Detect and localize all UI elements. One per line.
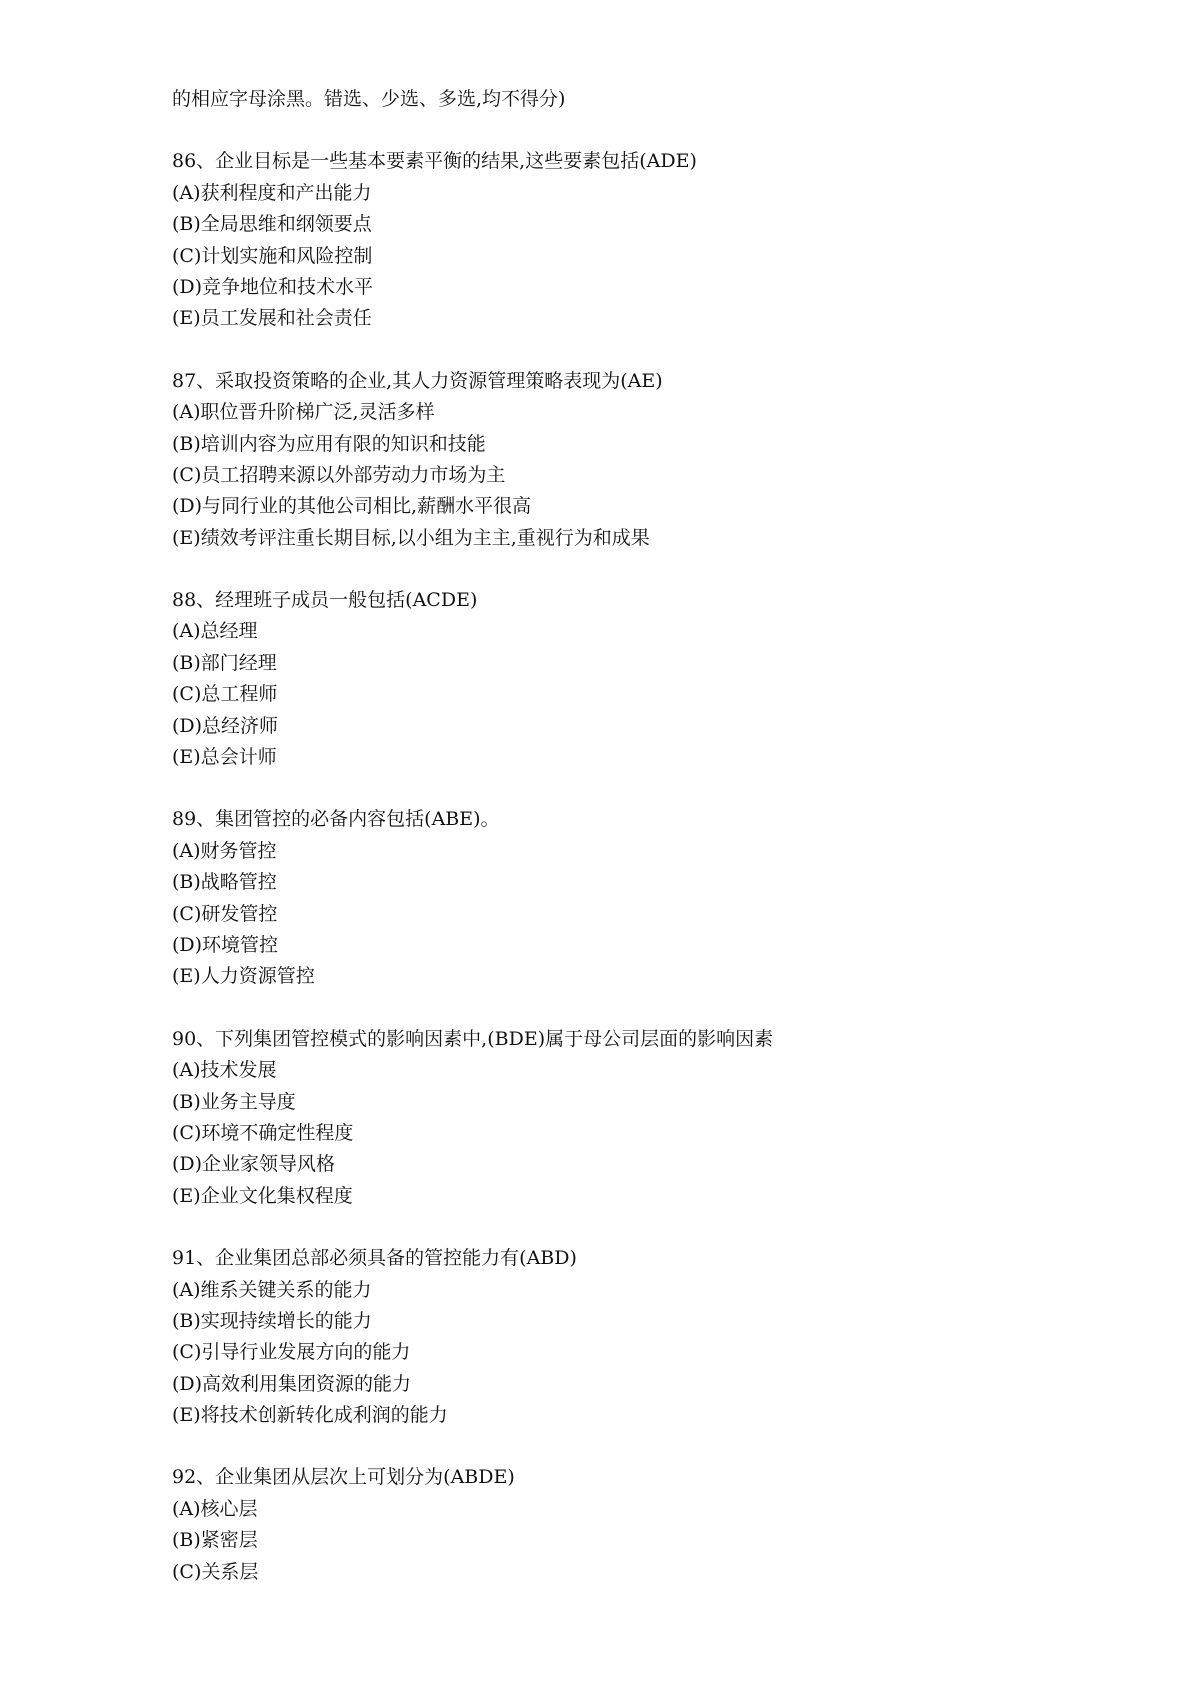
option-e: (E)绩效考评注重长期目标,以小组为主主,重视行为和成果 (172, 526, 650, 549)
option-d: (D)竞争地位和技术水平 (172, 275, 374, 298)
question-89 (172, 804, 1132, 992)
option-c: (C)关系层 (172, 1560, 259, 1583)
option-c: (C)计划实施和风险控制 (172, 244, 373, 267)
question-88 (172, 585, 1132, 773)
question-stem: 91、企业集团总部必须具备的管控能力有(ABD) (172, 1247, 577, 1270)
option-d: (D)总经济师 (172, 714, 279, 737)
question-stem: 86、企业目标是一些基本要素平衡的结果,这些要素包括(ADE) (172, 150, 697, 173)
question-90 (172, 1024, 1132, 1212)
option-b: (B)实现持续增长的能力 (172, 1309, 372, 1332)
question-91 (172, 1243, 1132, 1431)
option-a: (A)总经理 (172, 620, 258, 643)
option-b: (B)战略管控 (172, 871, 277, 894)
option-c: (C)引导行业发展方向的能力 (172, 1341, 411, 1364)
question-stem: 90、下列集团管控模式的影响因素中,(BDE)属于母公司层面的影响因素 (172, 1027, 774, 1050)
question-stem: 89、集团管控的必备内容包括(ABE)。 (172, 808, 500, 831)
option-e: (E)人力资源管控 (172, 965, 315, 988)
option-b: (B)部门经理 (172, 651, 277, 674)
question-87 (172, 366, 1132, 554)
option-c: (C)总工程师 (172, 683, 278, 706)
option-a: (A)维系关键关系的能力 (172, 1278, 372, 1301)
option-a: (A)职位晋升阶梯广泛,灵活多样 (172, 401, 435, 424)
option-e: (E)将技术创新转化成利润的能力 (172, 1404, 448, 1427)
option-d: (D)环境管控 (172, 933, 279, 956)
intro-text: 的相应字母涂黑。错选、少选、多选,均不得分) (172, 88, 566, 110)
question-stem: 92、企业集团从层次上可划分为(ABDE) (172, 1466, 515, 1489)
option-c: (C)员工招聘来源以外部劳动力市场为主 (172, 463, 506, 486)
question-86 (172, 146, 1132, 334)
option-b: (B)业务主导度 (172, 1090, 296, 1113)
option-b: (B)紧密层 (172, 1529, 258, 1552)
option-b: (B)培训内容为应用有限的知识和技能 (172, 432, 486, 455)
option-e: (E)总会计师 (172, 746, 277, 769)
option-e: (E)员工发展和社会责任 (172, 307, 372, 330)
option-d: (D)与同行业的其他公司相比,薪酬水平很高 (172, 495, 532, 518)
option-d: (D)高效利用集团资源的能力 (172, 1372, 412, 1395)
question-stem: 87、采取投资策略的企业,其人力资源管理策略表现为(AE) (172, 369, 663, 392)
option-a: (A)获利程度和产出能力 (172, 181, 372, 204)
option-a: (A)财务管控 (172, 839, 277, 862)
question-stem: 88、经理班子成员一般包括(ACDE) (172, 589, 478, 612)
option-c: (C)研发管控 (172, 902, 278, 925)
option-a: (A)核心层 (172, 1497, 258, 1520)
option-b: (B)全局思维和纲领要点 (172, 213, 372, 236)
option-d: (D)企业家领导风格 (172, 1153, 336, 1176)
option-c: (C)环境不确定性程度 (172, 1121, 354, 1144)
document-page (172, 84, 1132, 1588)
option-e: (E)企业文化集权程度 (172, 1184, 353, 1207)
option-a: (A)技术发展 (172, 1059, 277, 1082)
question-92 (172, 1462, 1132, 1588)
